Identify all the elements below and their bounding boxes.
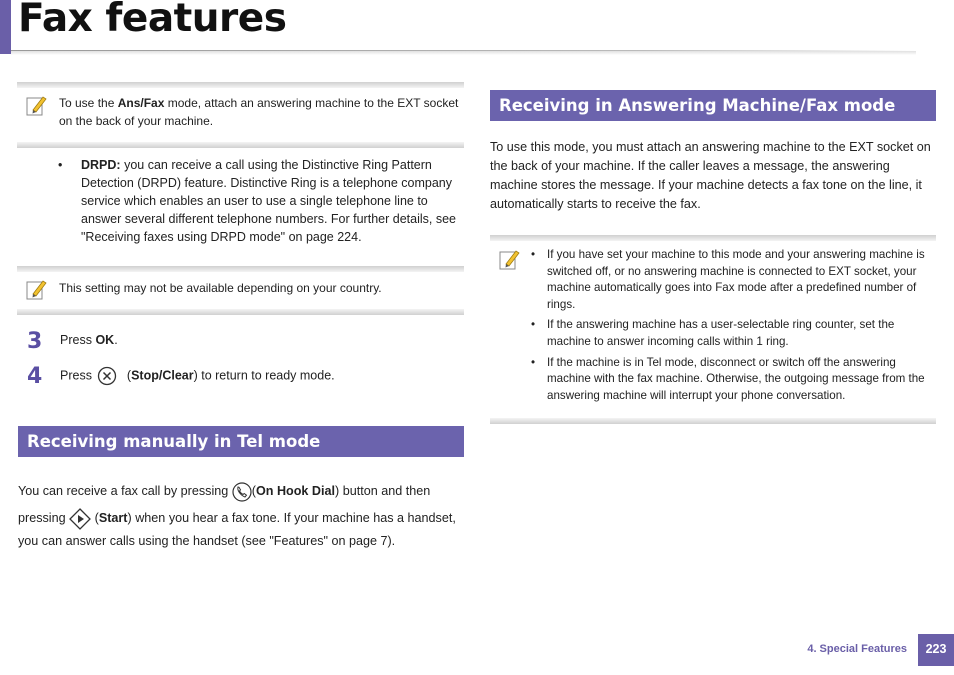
start-icon [69,508,91,530]
footer-chapter-label: 4. Special Features [807,643,907,655]
step-text: Press OK. [60,333,118,347]
note-bullet-list [531,247,935,408]
list-item: • If the machine is in Tel mode, disconnect or switch off the answering machine with the fax machine. Otherwise, the outgoing message from the answering machine will interrupt your phone conversation. [531,355,935,405]
section-heading-answering-machine: Receiving in Answering Machine/Fax mode [490,90,936,121]
note-text: This setting may not be available depending on your country. [59,281,382,295]
note-box-country [17,266,464,315]
bullet-drpd: • DRPD: you can receive a call using the Distinctive Ring Pattern Detection (DRPD) feature. Distinctive Ring is a telephone company service which enables an user to use a single telephone line to answer several different telephone numbers. For further details, see "Receiving faxes using DRPD mode" on page 224. [58,158,456,244]
note-pencil-icon [25,94,47,118]
title-divider [11,50,916,55]
answering-machine-paragraph: To use this mode, you must attach an answering machine to the EXT socket on the back of your machine. If the caller leaves a message, the answering machine stores the message. If your machine detects a fax tone on the line, it automatically starts to receive the fax. [490,140,931,211]
step-text: Press (Stop/Clear) to return to ready mode. [60,366,335,386]
note-box-ans-fax [17,82,464,148]
step-number: 4 [27,364,43,389]
stop-clear-icon [97,366,119,386]
note-box-answering-machine [490,235,936,424]
list-item: • If you have set your machine to this mode and your answering machine is switched off, or no answering machine is connected to EXT socket, your machine automatically goes into Fax mode after a predefined number of rings. [531,247,935,313]
on-hook-dial-icon [232,482,252,502]
section-heading-tel-mode: Receiving manually in Tel mode [18,426,464,457]
note-pencil-icon [25,278,47,302]
note-pencil-icon [498,248,520,272]
tel-mode-paragraph: You can receive a fax call by pressing (On Hook Dial) button and then pressing (Start) when you hear a fax tone. If your machine has a handset, you can answer calls using the handset (see "Features" on page 7). [18,478,464,550]
list-item: • If the answering machine has a user-selectable ring counter, set the machine to answer incoming calls within 1 ring. [531,317,935,350]
page-number: 223 [918,634,954,666]
header-accent-bar [0,0,11,54]
note-text: To use the Ans/Fax mode, attach an answering machine to the EXT socket on the back of your machine. [59,96,459,128]
page-title: Fax features [18,0,287,41]
step-number: 3 [27,329,43,354]
